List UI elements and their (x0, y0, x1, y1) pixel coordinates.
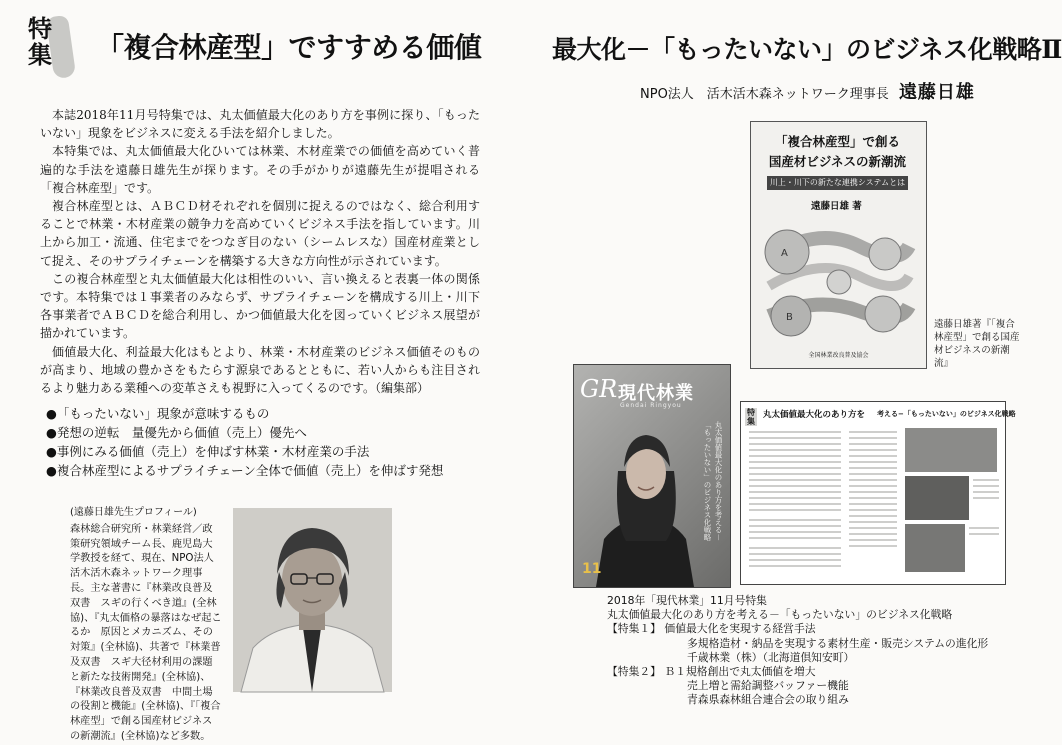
article-badge: 特集 (747, 408, 755, 426)
feature-2-label: 【特集２】 (607, 665, 661, 679)
intro-paragraph: 価値最大化、利益最大化はもとより、林業・木材産業のビジネス価値そのものが高まり、地域の豊かさをもたらす源泉であるとともに、若い人からも注目されるより魅力ある業種への変革さえも視野に入ってくるのです。（編集部） (40, 344, 480, 396)
caption-feature-1 (607, 622, 1017, 636)
book-publisher: 全国林業改良普及協会 (808, 352, 869, 359)
topic-item: ●事例にみる価値（売上）を伸ばす林業・木材産業の手法 (46, 444, 370, 459)
topic-item: ●発想の逆転 量優先から価値（売上）優先へ (46, 425, 307, 440)
magazine-name: 現代林業 (618, 383, 694, 404)
topic-list (46, 404, 486, 480)
author-line (640, 78, 975, 104)
author-name: 遠藤日雄 (898, 82, 975, 103)
feature-mark-char-2: 集 (28, 40, 52, 69)
magazine-name-en: Gendai Ringyou (620, 402, 682, 409)
feature-1-label: 【特集１】 (607, 622, 661, 636)
book-title-line-1: 「複合林産型」で創る (774, 134, 900, 149)
caption-line: 2018年「現代林業」11月号特集 (607, 594, 767, 607)
author-org: NPO法人 活木活木森ネットワーク理事長 (640, 87, 889, 102)
feature-mark-char-1: 特 (28, 14, 52, 43)
profile-heading: (遠藤日雄先生プロフィール) (70, 507, 197, 518)
magazine-issue: 11 (582, 561, 602, 577)
intro-paragraph: 本誌2018年11月号特集では、丸太価値最大化のあり方を事例に探り、「もったいない」現象をビジネスに変える手法を紹介しました。 (40, 108, 480, 141)
title-right: 最大化－「もったいない」のビジネス化戦略Ⅱ (552, 35, 1062, 64)
intro-paragraph: この複合林産型と丸太価値最大化は相性のいい、言い換えると表裏一体の関係です。本特集では１事業者のみならず、サプライチェーンを構成する川上・川下各事業者でＡＢＣＤを総合利用し、かつ価値最大化を図っていくビジネス展望が描かれています。 (40, 271, 480, 341)
svg-text:B: B (786, 312, 793, 323)
book-caption: 遠藤日雄著『「複合林産型」で創る国産材ビジネスの新潮流』 (934, 319, 1020, 369)
caption-line: 千歳林業（株）（北海道倶知安町） (687, 650, 855, 664)
caption-feature-2 (607, 665, 1017, 679)
author-photo (233, 508, 392, 692)
title-left: 「複合林産型」ですすめる価値 (96, 31, 482, 64)
magazine-logo: GR (580, 375, 618, 403)
book-cover-diagram (759, 216, 917, 344)
magazine-cover-portrait (590, 411, 700, 587)
article-title-2: 考える−「もったいない」のビジネス化戦略 (877, 410, 1016, 418)
svg-text:A: A (781, 248, 788, 259)
feature-1-title: 価値最大化を実現する経営手法 (664, 622, 816, 636)
magazine-cover (573, 364, 731, 588)
feature-2-title: Ｂ１規格創出で丸太価値を増大 (664, 665, 816, 679)
intro-text (40, 106, 480, 397)
book-cover (750, 121, 927, 369)
intro-paragraph: 複合林産型とは、ＡＢＣＤ材それぞれを個別に捉えるのではなく、総合利用することで林業・木材産業の競争力を高めていくビジネス手法を指しています。川上から加工・流通、住宅までをつなぎ目のない（シームレスな）国産材産業として捉え、そのサプライチェーンを構築する大きな方向性が示されています。 (40, 199, 480, 268)
intro-paragraph: 本特集では、丸太価値最大化ひいては林業、木材産業での価値を高めていく普遍的な手法を遠藤日雄先生が探ります。その手がかりが遠藤先生が提唱される「複合林産型」です。 (40, 144, 480, 195)
book-title-line-2: 国産材ビジネスの新潮流 (768, 154, 907, 169)
caption-line: 丸太価値最大化のあり方を考える－「もったいない」のビジネス化戦略 (607, 608, 953, 622)
author-profile (70, 506, 222, 745)
article-layout-illustration (741, 424, 1005, 584)
caption-line: 青森県森林組合連合会の取り組み (687, 693, 849, 707)
feature-mark (28, 16, 86, 76)
caption-line: 売上増と需給調整バッファー機能 (687, 679, 849, 693)
article-title: 丸太価値最大化のあり方を (763, 410, 866, 420)
author-portrait-illustration (233, 508, 392, 692)
book-author: 遠藤日雄 著 (811, 201, 862, 212)
article-spread (740, 401, 1016, 585)
issue-caption (607, 594, 1017, 708)
book-subtitle: 川上・川下の新たな連携システムとは (767, 176, 908, 190)
topic-item: ●複合林産型によるサプライチェーン全体で価値（売上）を伸ばす発想 (46, 463, 444, 478)
magazine-side-text: 丸太価値最大化のあり方を考える－「もったいない」のビジネス化戦略 (703, 421, 723, 541)
topic-item: ●「もったいない」現象が意味するもの (46, 406, 270, 421)
profile-body: 森林総合研究所・林業経営／政策研究領域チーム長、鹿児島大学教授を経て、現在、NPO法人 活木活木森ネットワーク理事長。主な著書に『林業改良普及双書 スギの行くべき道』(全林協)、『丸太価格の暴落はなぜ起こるか 原因とメカニズム、その対策』(全林協)、共著で『林業普及双書 スギ大径材利用の課題と新たな技術開発』(全林協)、『林業改良普及双書 中間土場の役割と機能』(全林協)、『「複合林産型」で創る国産材ビジネスの新潮流』(全林協)など多数。 (70, 523, 222, 742)
caption-line: 多規格造材・納品を実現する素材生産・販売システムの進化形 (687, 636, 989, 650)
